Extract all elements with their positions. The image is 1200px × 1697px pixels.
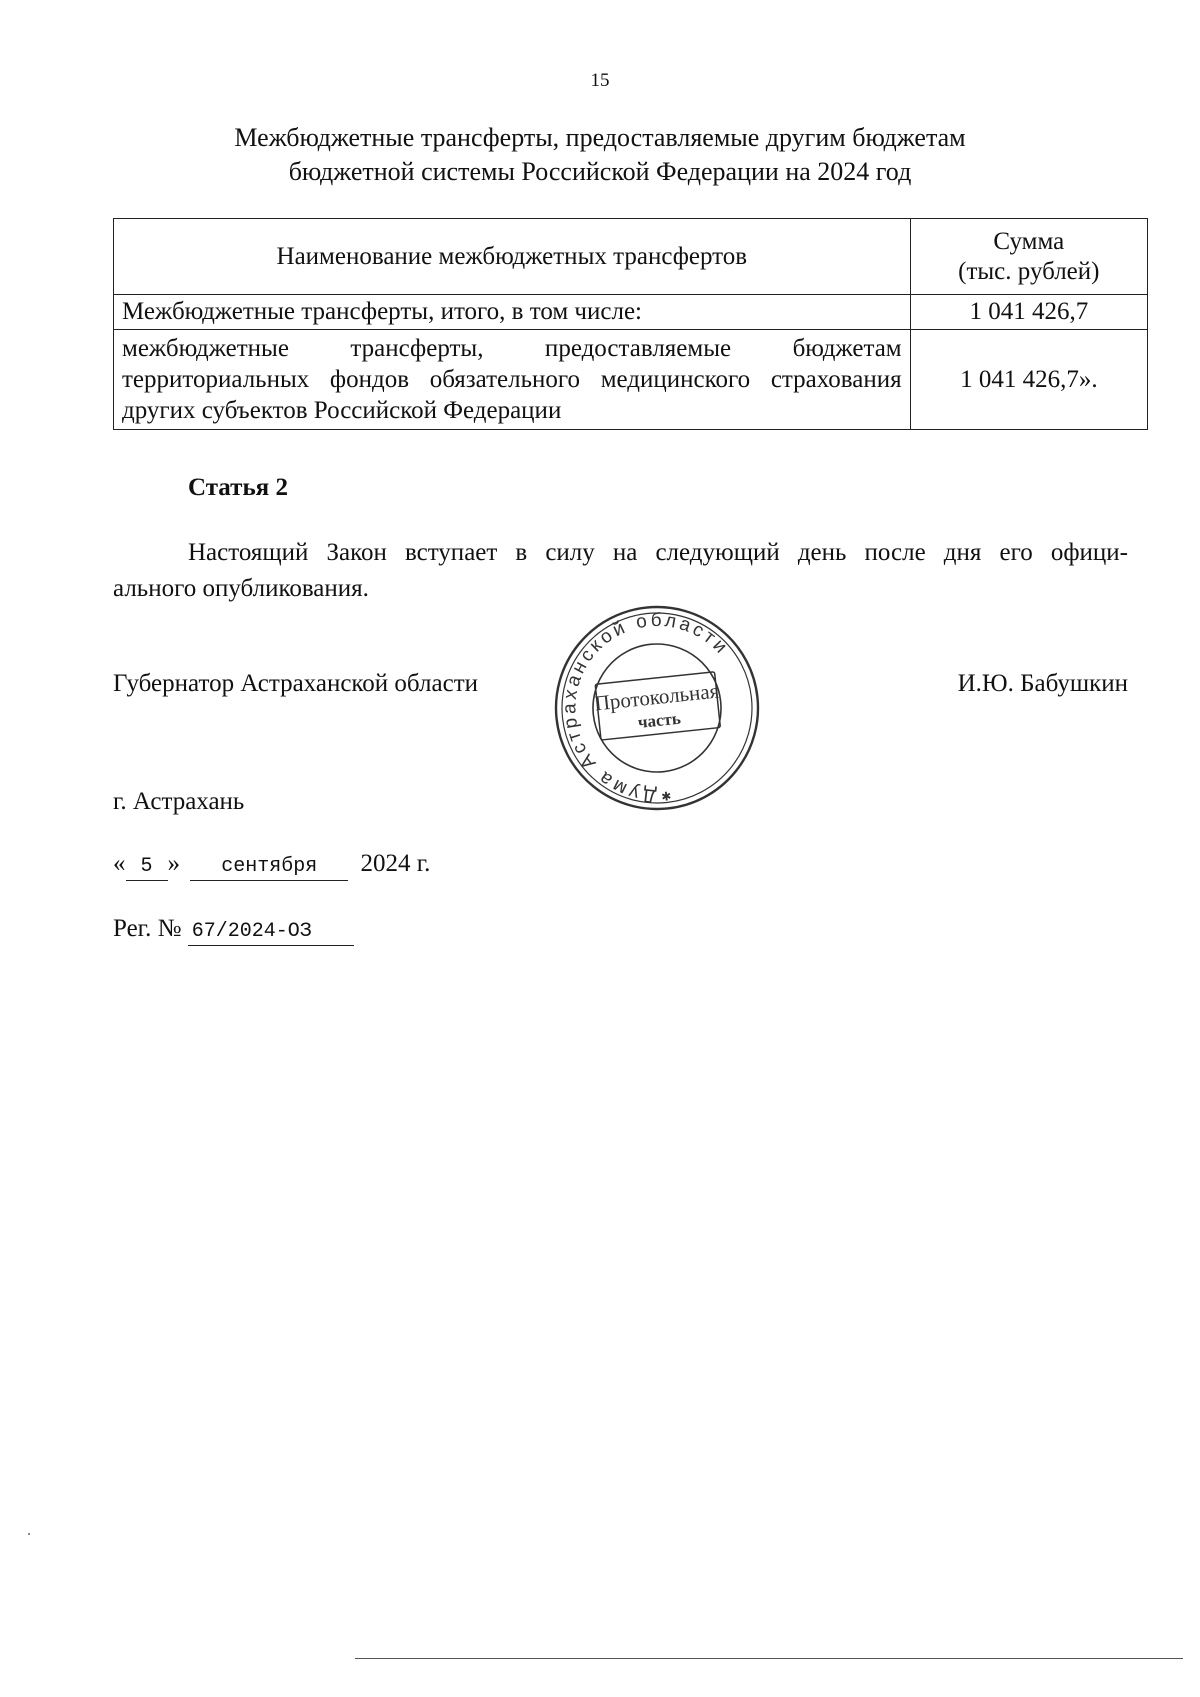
row-sum-cell: 1 041 426,7». [910,330,1147,430]
seal-outer-text-path: Дума Астраханской области [559,609,734,807]
document-title-line-2: бюджетной системы Российской Федерации на 2024 год [288,157,912,186]
date-open-quote: « [113,850,126,877]
row-sum-cell: 1 041 426,7 [910,295,1147,330]
header-sum-line-2: (тыс. рублей) [958,257,1100,285]
transfers-table [113,218,1148,430]
seal-inner-line-1: Протокольная [593,678,721,716]
bottom-rule [355,1658,1183,1659]
row-name-text: межбюджетные трансферты, предоставляемые бюджетам территориальных фондов обязательного медицинского страхования других субъектов Российской Федерации [122,335,902,424]
page-number: 15 [590,70,610,91]
row-name-cell [114,330,911,430]
table-row [114,330,1148,430]
signing-place: г. Астрахань [113,788,245,815]
row-name-cell: Межбюджетные трансферты, итого, в том числе: [114,295,911,330]
signatory-name: И.Ю. Бабушкин [957,670,1128,697]
signatory-title: Губернатор Астраханской области [113,670,479,697]
date-month: сентября [190,854,348,881]
registration-label: Рег. № [113,915,182,942]
registration-number: 67/2024-ОЗ [188,919,354,946]
table-row [114,295,1148,330]
signing-date [113,850,430,881]
document-title-line-1: Межбюджетные трансферты, предоставляемые другим бюджетам [234,123,966,152]
article-text-line-1: Настоящий Закон вступает в силу на следующий день после дня его офици- [188,539,1128,566]
official-seal-stamp [540,603,775,813]
seal-star-icon: ✱ [660,789,673,804]
header-sum-line-1: Сумма [993,227,1065,255]
seal-inner-line-2: часть [636,708,682,733]
header-sum-cell [910,219,1147,295]
date-year: 2024 г. [360,850,431,877]
date-day: 5 [126,854,168,881]
article-heading: Статья 2 [188,474,288,501]
scan-speck [28,1533,30,1535]
article-text-line-2: ального опубликования. [113,575,369,602]
header-name-cell: Наименование межбюджетных трансфертов [114,219,911,295]
table-header-row [114,219,1148,295]
registration-line [113,915,354,946]
date-close-quote: » [167,850,180,877]
